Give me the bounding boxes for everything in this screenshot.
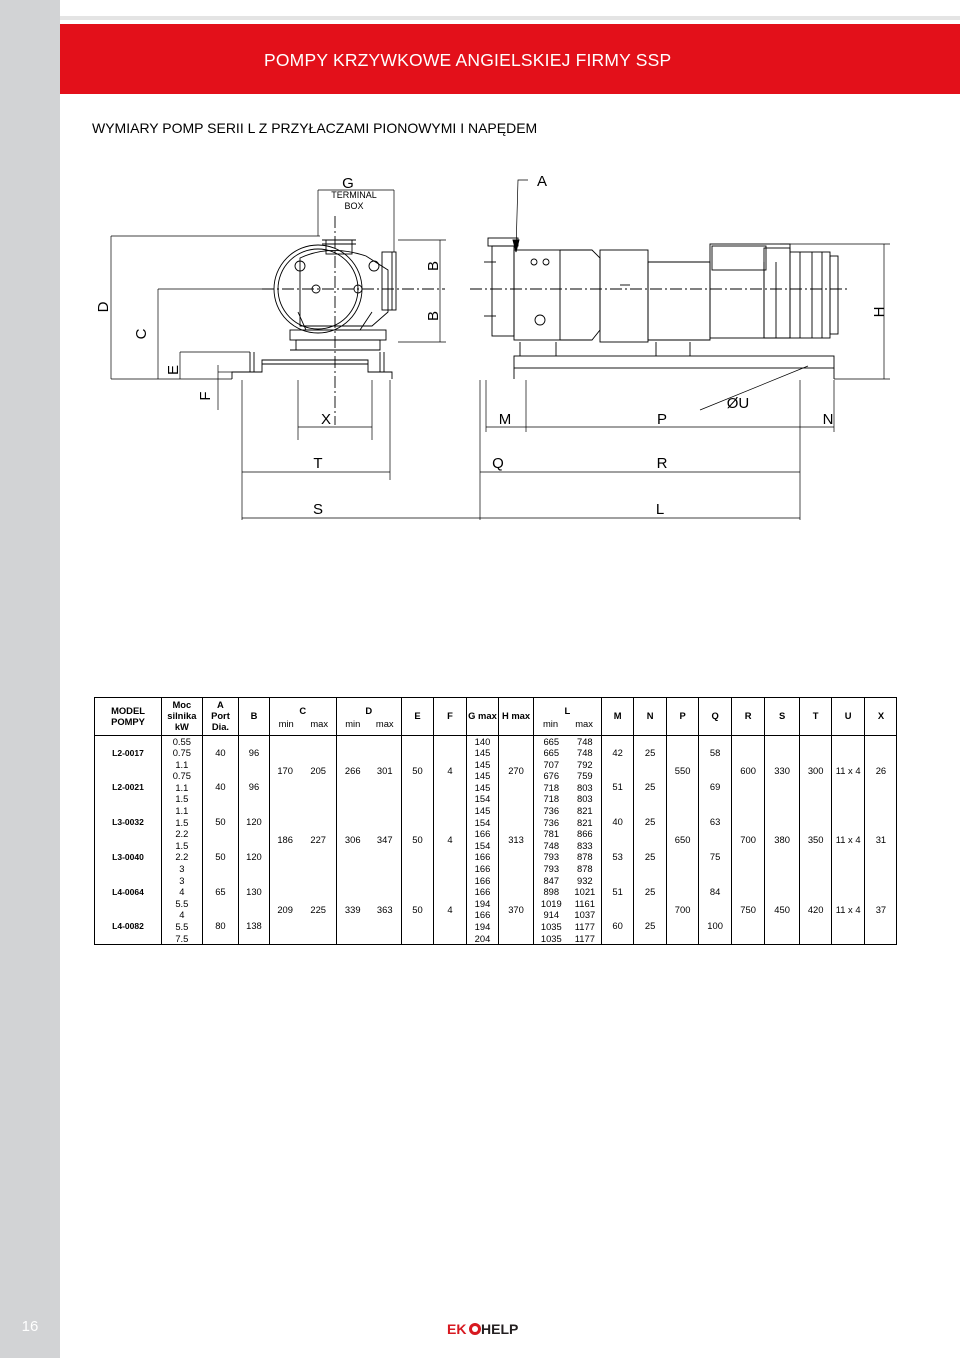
g-cell: 166 (474, 886, 491, 898)
col-m (601, 735, 634, 945)
model-cell: L3-0032 (112, 817, 144, 828)
header-n: N (634, 697, 667, 735)
label-f: F (197, 391, 214, 401)
l-max-cell: 878 (577, 863, 593, 875)
header-banner (60, 24, 960, 94)
label-m: M (498, 411, 512, 428)
header-f: F (434, 697, 467, 735)
l-min-cell: 665 (543, 735, 560, 747)
q-cell: 75 (709, 850, 721, 862)
q-cell: 58 (709, 746, 721, 758)
col-f (434, 735, 467, 945)
l-min-cell: 793 (543, 863, 560, 875)
header-model: MODEL POMPY (95, 697, 162, 735)
col-d-max (369, 735, 402, 945)
col-c-max (301, 735, 337, 945)
moc-cell: 0.55 (172, 735, 191, 747)
l-max-cell: 1177 (574, 932, 595, 944)
l-min-cell: 736 (543, 805, 560, 817)
l-max-cell: 833 (577, 839, 593, 851)
label-u: ØU (726, 395, 750, 412)
moc-cell: 1.1 (175, 758, 189, 770)
l-min-cell: 793 (543, 851, 560, 863)
header-s: S (765, 697, 800, 735)
header-moc: Moc silnika kW (162, 697, 203, 735)
l-min-cell: 781 (543, 828, 560, 840)
q-cell: 63 (709, 816, 721, 828)
header-l: L min max (533, 697, 601, 735)
d-max-cell: 363 (376, 903, 393, 915)
l-max-cell: 803 (577, 781, 593, 793)
header-u: U (832, 697, 865, 735)
m-cell: 53 (612, 850, 623, 862)
l-max-cell: 748 (577, 735, 593, 747)
col-u (832, 735, 865, 945)
c-max-cell: 205 (310, 764, 327, 776)
g-cell: 145 (474, 805, 491, 817)
r-cell: 600 (740, 764, 756, 776)
moc-cell: 1.5 (175, 839, 189, 851)
b-cell: 96 (248, 781, 260, 793)
t-cell: 420 (807, 903, 824, 915)
label-c: C (133, 328, 150, 340)
p-cell: 650 (674, 834, 691, 846)
moc-cell: 1.1 (175, 805, 189, 817)
c-min-cell: 186 (277, 834, 293, 846)
col-q (699, 735, 732, 945)
port-cell: 50 (215, 816, 226, 828)
header-q: Q (699, 697, 732, 735)
g-cell: 166 (474, 874, 491, 886)
p-cell: 550 (674, 764, 691, 776)
g-cell: 166 (474, 863, 491, 875)
g-cell: 204 (474, 932, 491, 944)
l-max-cell: 878 (577, 851, 593, 863)
label-n: N (822, 411, 834, 428)
moc-stack (162, 736, 202, 945)
f-cell: 4 (447, 834, 453, 846)
l-min-cell: 1035 (540, 932, 562, 944)
n-cell: 25 (644, 920, 656, 932)
b-cell: 96 (248, 746, 260, 758)
moc-cell: 1.1 (175, 781, 189, 793)
l-max-cell: 803 (577, 793, 593, 805)
g-cell: 154 (474, 793, 491, 805)
m-cell: 40 (612, 816, 623, 828)
header-g: G max (466, 697, 499, 735)
g-cell: 145 (474, 747, 491, 759)
u-cell: 11 x 4 (835, 764, 861, 776)
g-cell: 194 (474, 921, 491, 932)
l-max-cell: 1161 (574, 897, 595, 909)
col-p (666, 735, 699, 945)
label-t: T (313, 455, 323, 472)
r-cell: 750 (740, 903, 756, 915)
header-p: P (666, 697, 699, 735)
moc-cell: 3 (179, 863, 185, 875)
label-terminal: TERMINAL (331, 190, 377, 200)
g-cell: 166 (474, 909, 491, 921)
r-cell: 700 (740, 834, 756, 846)
g-cell: 145 (474, 781, 491, 793)
l-min-cell: 898 (543, 886, 560, 898)
l-max-cell: 748 (577, 747, 593, 759)
col-g (466, 735, 499, 945)
label-b-top: B (425, 260, 442, 272)
l-max-cell: 1021 (574, 886, 596, 898)
n-cell: 25 (644, 816, 656, 828)
moc-cell: 0.75 (172, 747, 191, 759)
l-min-cell: 1035 (540, 921, 562, 932)
drawing-labels (95, 173, 888, 518)
col-t (799, 735, 832, 945)
label-r: R (656, 455, 668, 472)
label-b-bottom: B (425, 310, 442, 322)
model-cell: L2-0017 (112, 747, 144, 758)
dimension-table (94, 697, 897, 945)
page-number: 16 (21, 1318, 39, 1335)
l-max-cell: 821 (577, 805, 593, 817)
d-max-cell: 347 (376, 834, 393, 846)
moc-cell: 7.5 (175, 932, 189, 944)
h-cell: 370 (508, 903, 524, 915)
l-min-cell: 665 (543, 747, 560, 759)
label-g: G (342, 175, 354, 192)
port-cell: 80 (215, 920, 226, 932)
l-max-cell: 932 (577, 874, 593, 886)
s-cell: 330 (774, 764, 790, 776)
f-cell: 4 (447, 903, 453, 915)
model-cell: L4-0082 (112, 921, 144, 932)
moc-cell: 5.5 (175, 921, 189, 932)
l-min-cell: 718 (543, 793, 560, 805)
g-cell: 145 (474, 770, 491, 782)
section-subtitle: WYMIARY POMP SERII L Z PRZYŁACZAMI PIONOWYMI I NAPĘDEM (92, 120, 538, 136)
col-c-min (269, 735, 300, 945)
l-min-cell: 718 (543, 781, 560, 793)
pump-side-view (470, 180, 890, 520)
col-s (765, 735, 800, 945)
l-min-cell: 748 (543, 839, 560, 851)
moc-cell: 1.5 (175, 816, 189, 828)
l-min-stack (534, 736, 569, 945)
col-b (239, 735, 269, 945)
n-cell: 25 (644, 850, 656, 862)
col-d-min (336, 735, 369, 945)
g-cell: 154 (474, 839, 491, 851)
l-min-cell: 736 (543, 816, 560, 828)
b-cell: 120 (246, 850, 262, 862)
col-x (864, 735, 897, 945)
header-r: R (731, 697, 765, 735)
label-a: A (536, 173, 548, 190)
model-cell: L2-0021 (112, 782, 144, 793)
b-cell: 130 (246, 885, 262, 897)
l-min-cell: 707 (543, 758, 560, 770)
col-r (731, 735, 765, 945)
header-x: X (864, 697, 897, 735)
pump-front-view (111, 190, 480, 520)
port-cell: 40 (215, 781, 226, 793)
e-cell: 50 (412, 834, 423, 846)
g-cell: 154 (474, 816, 491, 828)
header-t: T (799, 697, 832, 735)
g-cell: 166 (474, 851, 491, 863)
page-sidebar (0, 0, 60, 1358)
col-h (499, 735, 534, 945)
g-cell: 194 (474, 897, 491, 909)
l-max-cell: 759 (577, 770, 593, 782)
header-d: D min max (336, 697, 401, 735)
l-max-cell: 792 (577, 758, 593, 770)
t-cell: 300 (807, 764, 824, 776)
g-cell: 166 (474, 828, 491, 840)
moc-cell: 4 (179, 886, 185, 898)
x-cell: 37 (875, 903, 887, 915)
m-cell: 51 (612, 885, 623, 897)
c-max-cell: 227 (310, 834, 327, 846)
q-cell: 100 (707, 920, 723, 932)
l-min-cell: 914 (543, 909, 560, 921)
l-min-cell: 676 (543, 770, 560, 782)
label-box: BOX (344, 201, 364, 211)
port-cell: 50 (215, 850, 226, 862)
col-port (202, 735, 239, 945)
moc-cell: 1.5 (175, 793, 189, 805)
model-cell: L3-0040 (112, 851, 144, 862)
b-cell: 138 (246, 920, 262, 932)
col-l-max (569, 735, 602, 945)
ekohelp-logo (446, 1320, 519, 1337)
f-cell: 4 (447, 764, 453, 776)
p-cell: 700 (674, 903, 691, 915)
label-e: E (165, 364, 182, 376)
g-cell: 140 (474, 735, 491, 747)
c-min-cell: 209 (277, 903, 293, 915)
g-stack (467, 736, 499, 945)
x-cell: 31 (875, 834, 887, 846)
header-m: M (601, 697, 634, 735)
e-cell: 50 (412, 903, 423, 915)
moc-cell: 3 (179, 874, 185, 886)
d-min-cell: 339 (344, 903, 361, 915)
m-cell: 60 (612, 920, 623, 932)
l-max-stack (569, 736, 601, 945)
d-min-cell: 266 (344, 764, 361, 776)
port-cell: 40 (215, 746, 226, 758)
header-top-band (60, 16, 960, 20)
label-d: D (95, 301, 112, 313)
l-max-cell: 1177 (574, 921, 595, 932)
d-max-cell: 301 (376, 764, 393, 776)
label-q: Q (492, 455, 504, 472)
h-cell: 313 (508, 834, 524, 846)
moc-cell: 4 (179, 909, 185, 921)
col-l-min (533, 735, 569, 945)
l-min-cell: 847 (543, 874, 560, 886)
n-cell: 25 (644, 781, 656, 793)
header-port: A Port Dia. (202, 697, 239, 735)
label-h: H (871, 306, 888, 318)
b-cell: 120 (246, 816, 262, 828)
label-l: L (655, 501, 665, 518)
l-max-cell: 821 (577, 816, 593, 828)
header-e: E (401, 697, 434, 735)
l-max-cell: 866 (577, 828, 593, 840)
e-cell: 50 (412, 764, 423, 776)
h-cell: 270 (508, 764, 524, 776)
q-cell: 69 (709, 781, 721, 793)
label-x: X (320, 411, 332, 428)
q-cell: 84 (709, 885, 721, 897)
m-cell: 42 (612, 746, 623, 758)
pump-dimension-drawing (88, 168, 908, 528)
u-cell: 11 x 4 (835, 903, 861, 915)
label-s: S (312, 501, 324, 518)
x-cell: 26 (875, 764, 887, 776)
moc-cell: 2.2 (175, 828, 189, 840)
l-max-cell: 1037 (574, 909, 596, 921)
header-title: POMPY KRZYWKOWE ANGIELSKIEJ FIRMY SSP (264, 50, 672, 70)
s-cell: 380 (774, 834, 790, 846)
header-h: H max (499, 697, 534, 735)
model-cell: L4-0064 (112, 886, 144, 897)
g-cell: 145 (474, 758, 491, 770)
n-cell: 25 (644, 885, 656, 897)
port-cell: 65 (215, 885, 226, 897)
col-e (401, 735, 434, 945)
d-min-cell: 306 (344, 834, 361, 846)
c-max-cell: 225 (310, 903, 327, 915)
moc-cell: 2.2 (175, 851, 189, 863)
u-cell: 11 x 4 (835, 834, 861, 846)
logo-text-left: EK (447, 1321, 467, 1337)
n-cell: 25 (644, 746, 656, 758)
col-model (95, 735, 162, 945)
m-cell: 51 (612, 781, 623, 793)
l-min-cell: 1019 (540, 897, 562, 909)
moc-cell: 5.5 (175, 897, 189, 909)
c-min-cell: 170 (277, 764, 293, 776)
header-c: C min max (269, 697, 336, 735)
t-cell: 350 (807, 834, 824, 846)
s-cell: 450 (774, 903, 790, 915)
moc-cell: 0.75 (172, 770, 191, 782)
col-n (634, 735, 667, 945)
col-moc (162, 735, 203, 945)
label-p: P (656, 411, 668, 428)
header-b: B (239, 697, 269, 735)
logo-text-right: HELP (481, 1321, 519, 1337)
